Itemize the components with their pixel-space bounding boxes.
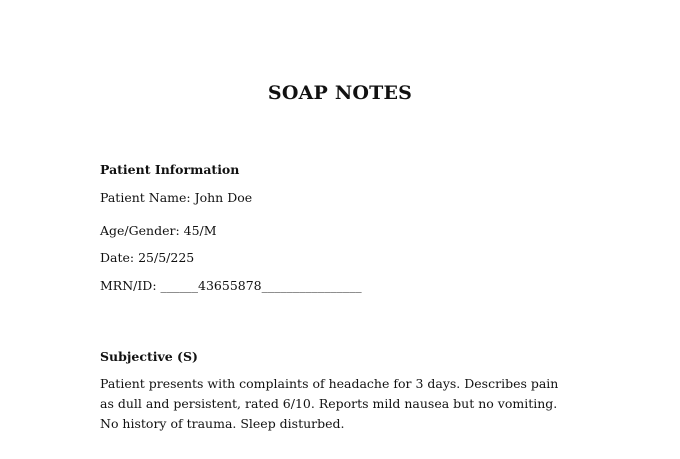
date-line: Date: 25/5/225 <box>100 250 195 265</box>
subjective-paragraph: Patient presents with complaints of headache for 3 days. Describes pain as dull and persistent, rated 6/10. Reports mild nausea but no vomiting. No history of trauma. Sleep disturbed. <box>100 376 559 431</box>
mrn-line: MRN/ID: ______43655878________________ <box>100 278 362 293</box>
patient-information-heading: Patient Information <box>100 162 240 177</box>
subjective-heading: Subjective (S) <box>100 349 198 364</box>
patient-name-line: Patient Name: John Doe <box>100 190 253 205</box>
age-gender-line: Age/Gender: 45/M <box>100 223 217 238</box>
document-title: SOAP NOTES <box>267 82 413 104</box>
